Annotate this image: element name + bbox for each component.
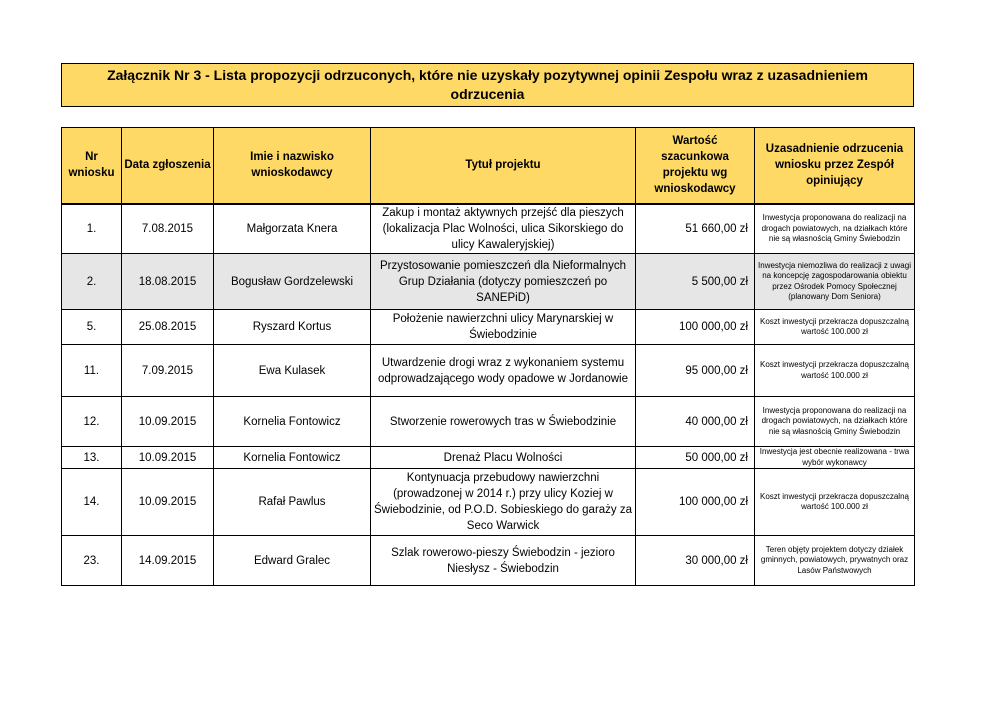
cell-date: 7.09.2015 xyxy=(122,345,214,397)
cell-value: 100 000,00 zł xyxy=(636,310,755,345)
cell-date: 10.09.2015 xyxy=(122,469,214,536)
table-row xyxy=(62,204,915,254)
cell-nr: 14. xyxy=(62,469,122,536)
cell-name: Małgorzata Knera xyxy=(214,204,371,254)
cell-nr: 23. xyxy=(62,536,122,586)
cell-justification: Inwestycja proponowana do realizacji na drogach powiatowych, na działkach które nie są własnością Gminy Świebodzin xyxy=(755,204,915,254)
cell-project: Stworzenie rowerowych tras w Świebodzinie xyxy=(371,397,636,447)
cell-value: 100 000,00 zł xyxy=(636,469,755,536)
table-row xyxy=(62,310,915,345)
cell-value: 51 660,00 zł xyxy=(636,204,755,254)
cell-name: Kornelia Fontowicz xyxy=(214,397,371,447)
cell-project: Utwardzenie drogi wraz z wykonaniem systemu odprowadzającego wody opadowe w Jordanowie xyxy=(371,345,636,397)
cell-justification: Inwestycja niemozliwa do realizacji z uwagi na koncepcję zagospodarowania obiektu przez Ośrodek Pomocy Społecznej (planowany Dom Seniora) xyxy=(755,254,915,310)
header-justification: Uzasadnienie odrzucenia wniosku przez Zespół opiniujący xyxy=(755,128,915,204)
cell-name: Bogusław Gordzelewski xyxy=(214,254,371,310)
cell-value: 50 000,00 zł xyxy=(636,447,755,469)
document-title: Załącznik Nr 3 - Lista propozycji odrzuconych, które nie uzyskały pozytywnej opinii Zespołu wraz z uzasadnieniem odrzucenia xyxy=(61,63,914,107)
cell-project: Zakup i montaż aktywnych przejść dla pieszych (lokalizacja Plac Wolności, ulica Sikorskiego do ulicy Kawaleryjskiej) xyxy=(371,204,636,254)
table-row xyxy=(62,397,915,447)
cell-name: Ryszard Kortus xyxy=(214,310,371,345)
header-name: Imie i nazwisko wnioskodawcy xyxy=(214,128,371,204)
header-date: Data zgłoszenia xyxy=(122,128,214,204)
table-row xyxy=(62,469,915,536)
cell-justification: Inwestycja proponowana do realizacji na drogach powiatowych, na działkach które nie są własnością Gminy Świebodzin xyxy=(755,397,915,447)
cell-value: 5 500,00 zł xyxy=(636,254,755,310)
header-nr: Nr wniosku xyxy=(62,128,122,204)
cell-date: 14.09.2015 xyxy=(122,536,214,586)
cell-justification: Inwestycja jest obecnie realizowana - trwa wybór wykonawcy xyxy=(755,447,915,469)
cell-project: Położenie nawierzchni ulicy Marynarskiej w Świebodzinie xyxy=(371,310,636,345)
cell-name: Ewa Kulasek xyxy=(214,345,371,397)
cell-nr: 11. xyxy=(62,345,122,397)
table-row xyxy=(62,447,915,469)
cell-date: 18.08.2015 xyxy=(122,254,214,310)
cell-date: 10.09.2015 xyxy=(122,447,214,469)
rejected-proposals-table xyxy=(61,127,915,586)
cell-project: Szlak rowerowo-pieszy Świebodzin - jezioro Niesłysz - Świebodzin xyxy=(371,536,636,586)
cell-project: Kontynuacja przebudowy nawierzchni (prowadzonej w 2014 r.) przy ulicy Koziej w Świebodzinie, od P.O.D. Sobieskiego do garaży za Seco Warwick xyxy=(371,469,636,536)
cell-value: 40 000,00 zł xyxy=(636,397,755,447)
cell-date: 10.09.2015 xyxy=(122,397,214,447)
table-row xyxy=(62,536,915,586)
cell-nr: 2. xyxy=(62,254,122,310)
cell-value: 95 000,00 zł xyxy=(636,345,755,397)
cell-project: Drenaż Placu Wolności xyxy=(371,447,636,469)
cell-nr: 13. xyxy=(62,447,122,469)
cell-name: Edward Gralec xyxy=(214,536,371,586)
cell-value: 30 000,00 zł xyxy=(636,536,755,586)
cell-name: Kornelia Fontowicz xyxy=(214,447,371,469)
cell-nr: 12. xyxy=(62,397,122,447)
header-project: Tytuł projektu xyxy=(371,128,636,204)
cell-date: 7.08.2015 xyxy=(122,204,214,254)
cell-project: Przystosowanie pomieszczeń dla Nieformalnych Grup Działania (dotyczy pomieszczeń po SANEPiD) xyxy=(371,254,636,310)
table-row xyxy=(62,254,915,310)
cell-nr: 1. xyxy=(62,204,122,254)
cell-justification: Koszt inwestycji przekracza dopuszczalną wartość 100.000 zł xyxy=(755,469,915,536)
cell-nr: 5. xyxy=(62,310,122,345)
cell-justification: Koszt inwestycji przekracza dopuszczalną wartość 100.000 zł xyxy=(755,310,915,345)
table-header-row xyxy=(62,128,915,204)
header-value: Wartość szacunkowa projektu wg wnioskodawcy xyxy=(636,128,755,204)
cell-name: Rafał Pawlus xyxy=(214,469,371,536)
table-row xyxy=(62,345,915,397)
cell-date: 25.08.2015 xyxy=(122,310,214,345)
cell-justification: Koszt inwestycji przekracza dopuszczalną wartość 100.000 zł xyxy=(755,345,915,397)
cell-justification: Teren objęty projektem dotyczy działek gminnych, powiatowych, prywatnych oraz Lasów Państwowych xyxy=(755,536,915,586)
